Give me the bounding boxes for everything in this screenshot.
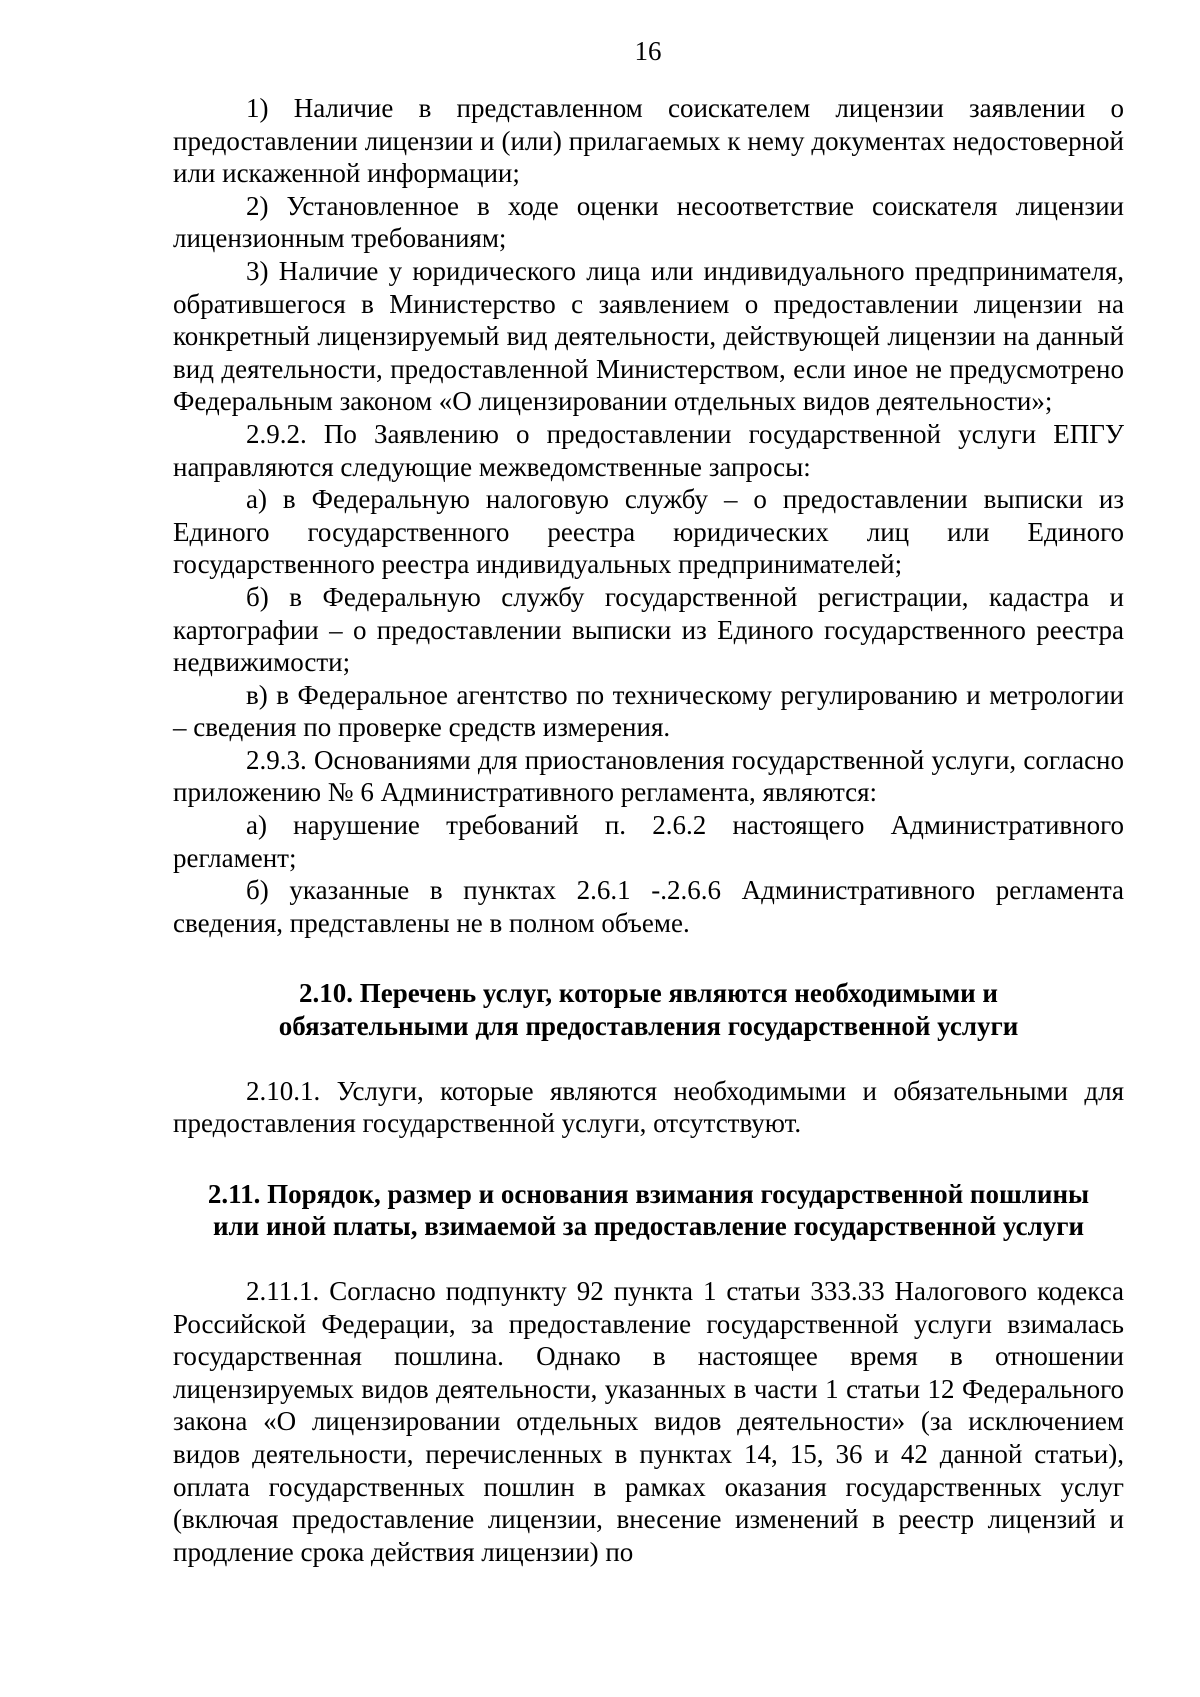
paragraph-2-9-3-a: а) нарушение требований п. 2.6.2 настоящего Административного регламент; [173,810,1124,873]
paragraph-2-9-2-v: в) в Федеральное агентство по техническому регулированию и метрологии – сведения по проверке средств измерения. [173,679,1124,743]
paragraph-item-3: 3) Наличие у юридического лица или индивидуального предпринимателя, обратившегося в Министерство с заявлением о предоставлении лицензии на конкретный лицензируемый вид деятельности, действующей лицензии на данный вид деятельности, предоставленной Министерством, если иное не предусмотрено Федеральным законом «О лицензировании отдельных видов деятельности»; [173,255,1124,417]
paragraph-2-11-1: 2.11.1. Согласно подпункту 92 пункта 1 статьи 333.33 Налогового кодекса Российской Федерации, за предоставление государственной услуги взималась государственная пошлина. Однако в настоящее время в отношении лицензируемых видов деятельности, указанных в части 1 статьи 12 Федерального закона «О лицензировании отдельных видов деятельности» (за исключением видов деятельности, перечисленных в пунктах 14, 15, 36 и 42 данной статьи), оплата государственных пошлин в рамках оказания государственных услуг (включая предоставление лицензии, внесение изменений в реестр лицензий и продление срока действия лицензии) по [173,1276,1124,1567]
paragraph-2-10-1: 2.10.1. Услуги, которые являются необходимыми и обязательными для предоставления государственной услуги, отсутствуют. [173,1075,1124,1139]
section-heading-2-10-line1: 2.10. Перечень услуг, которые являются необходимыми и [299,978,998,1009]
paragraph-item-2: 2) Установленное в ходе оценки несоответствие соискателя лицензии лицензионным требованиям; [173,190,1124,254]
section-heading-2-11-line1: 2.11. Порядок, размер и основания взимания государственной пошлины [207,1178,1090,1209]
paragraph-2-9-2-b: б) в Федеральную службу государственной регистрации, кадастра и картографии – о предоставлении выписки из Единого государственного реестра недвижимости; [173,581,1124,678]
paragraph-2-9-3: 2.9.3. Основаниями для приостановления государственной услуги, согласно приложению № 6 Административного регламента, являются: [173,744,1124,808]
document-body [173,92,1124,1568]
section-heading-2-10-line2: обязательными для предоставления государственной услуги [278,1011,1019,1042]
paragraph-item-1: 1) Наличие в представленном соискателем лицензии заявлении о предоставлении лицензии и (или) прилагаемых к нему документах недостоверной или искаженной информации; [173,93,1124,189]
section-heading-2-11-line2: или иной платы, взимаемой за предоставление государственной услуги [212,1211,1085,1242]
section-heading-2-10 [173,977,1124,1042]
paragraph-2-9-2-a: а) в Федеральную налоговую службу – о предоставлении выписки из Единого государственного реестра юридических лиц или Единого государственного реестра индивидуальных предпринимателей; [173,484,1124,580]
section-heading-2-11 [173,1178,1124,1243]
paragraph-2-9-3-b: б) указанные в пунктах 2.6.1 -.2.6.6 Административного регламента сведения, представлены не в полном объеме. [173,875,1124,938]
paragraph-2-9-2: 2.9.2. По Заявлению о предоставлении государственной услуги ЕПГУ направляются следующие межведомственные запросы: [173,418,1124,482]
page-number: 16 [634,36,662,66]
